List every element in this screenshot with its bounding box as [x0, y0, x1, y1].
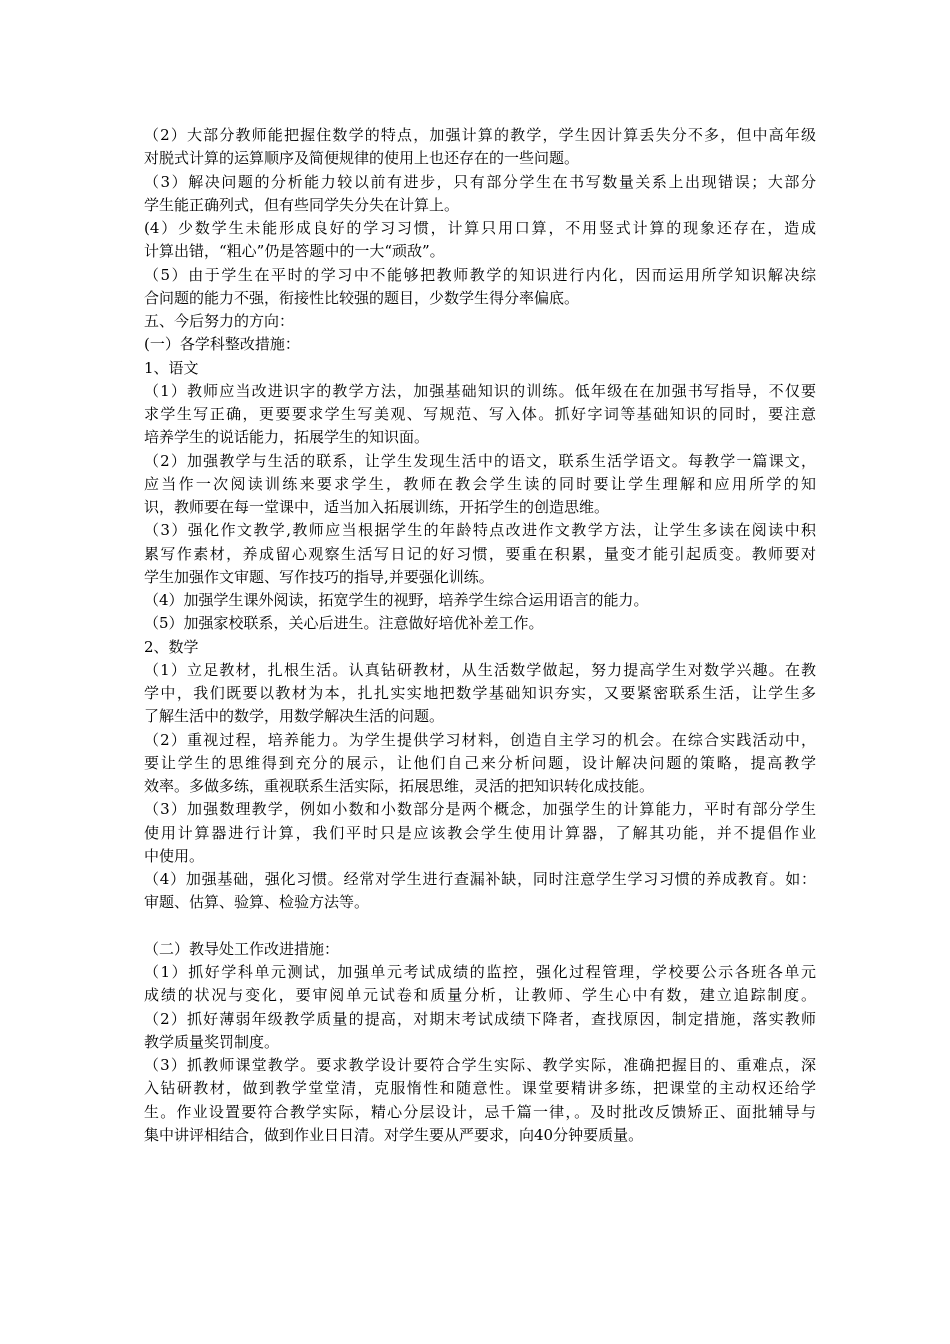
text-line: （2）加强教学与生活的联系，让学生发现生活中的语文，联系生活学语文。每教学一篇课文，: [144, 451, 816, 470]
text-line: （4）加强学生课外阅读，拓宽学生的视野，培养学生综合运用语言的能力。: [144, 591, 649, 609]
text-line: 对脱式计算的运算顺序及简便规律的使用上也还存在的一些问题。: [144, 149, 580, 168]
text-line: (4）少数学生未能形成良好的学习习惯，计算只用口算，不用竖式计算的现象还存在，造成: [144, 219, 816, 237]
text-line: （1）立足教材，扎根生活。认真钻研教材，从生活数学做起，努力提高学生对数学兴趣。在教: [144, 660, 816, 679]
document-page: [144, 124, 816, 1147]
text-line: 了解生活中的数学，用数学解决生活的问题。: [144, 707, 445, 726]
text-line: （2）大部分教师能把握住数学的特点，加强计算的教学，学生因计算丢失分不多，但中高年级: [144, 126, 816, 144]
text-line: （3）加强数理教学，例如小数和小数部分是两个概念，加强学生的计算能力，平时有部分学生: [144, 800, 816, 819]
text-line: 2、数学: [144, 637, 199, 656]
text-line: 效率。多做多练，重视联系生活实际，拓展思维，灵活的把知识转化成技能。: [144, 777, 655, 795]
text-line: 集中讲评相结合，做到作业日日清。对学生要从严要求，向40分钟要质量。: [144, 1125, 644, 1144]
text-line: （3）解决问题的分析能力较以前有进步，只有部分学生在书写数量关系上出现错误；大部分: [144, 172, 816, 191]
text-line: （二）教导处工作改进措施：: [144, 939, 340, 958]
text-line: 五、今后努力的方向：: [144, 312, 295, 330]
text-line: 识，教师要在每一堂课中，适当加入拓展训练，开拓学生的创造思维。: [144, 498, 610, 516]
text-line: 应当作一次阅读训练来要求学生，教师在教会学生读的同时要让学生理解和应用所学的知: [144, 474, 816, 493]
text-line: 中使用。: [144, 846, 205, 865]
blank-line: [144, 915, 816, 938]
text-line: 求学生写正确，更要要求学生写美观、写规范、写入体。抓好字词等基础知识的同时，要注意: [144, 405, 816, 423]
text-line: 学生加强作文审题、写作技巧的指导,并要强化训练。: [144, 567, 494, 586]
text-line: 教学质量奖罚制度。: [144, 1032, 280, 1051]
text-line: 生。作业设置要符合教学实际，精心分层设计，忌千篇一律，。及时批改反馈矫正、面批辅导与: [144, 1102, 816, 1121]
text-line: 入钻研教材，做到教学堂堂清，克服惰性和随意性。课堂要精讲多练，把课堂的主动权还给学: [144, 1079, 816, 1098]
text-line: （2）重视过程，培养能力。为学生提供学习材料，创造自主学习的机会。在综合实践活动中，: [144, 730, 816, 749]
text-line: 计算出错，“粗心”仍是答题中的一大“顽敌”。: [144, 242, 445, 261]
text-line: （2）抓好薄弱年级教学质量的提高，对期末考试成绩下降者，查找原因，制定措施，落实教师: [144, 1009, 816, 1028]
text-line: 培养学生的说话能力，拓展学生的知识面。: [144, 428, 430, 447]
text-line: （5）加强家校联系，关心后进生。注意做好培优补差工作。: [144, 614, 544, 633]
text-line: 使用计算器进行计算，我们平时只是应该教会学生使用计算器，了解其功能，并不提倡作业: [144, 823, 816, 842]
text-line: 审题、估算、验算、检验方法等。: [144, 893, 370, 912]
text-line: 1、语文: [144, 358, 199, 377]
text-line: 累写作素材，养成留心观察生活写日记的好习惯，要重在积累，量变才能引起质变。教师要对: [144, 544, 816, 563]
text-line: （1）教师应当改进识字的教学方法，加强基础知识的训练。低年级在在加强书写指导，不仅要: [144, 381, 816, 400]
text-line: （3）强化作文教学,教师应当根据学生的年龄特点改进作文教学方法，让学生多读在阅读中积: [144, 521, 816, 540]
text-line: (一）各学科整改措施：: [144, 335, 300, 354]
text-line: 成绩的状况与变化，要审阅单元试卷和质量分析，让教师、学生心中有数，建立追踪制度。: [144, 986, 816, 1005]
text-line: （3）抓教师课堂教学。要求教学设计要符合学生实际、教学实际，准确把握目的、重难点，深: [144, 1056, 816, 1074]
text-line: 学中，我们既要以教材为本，扎扎实实地把数学基础知识夯实，又要紧密联系生活，让学生多: [144, 684, 816, 702]
text-line: 合问题的能力不强，衔接性比较强的题目，少数学生得分率偏底。: [144, 288, 580, 307]
text-line: （1）抓好学科单元测试，加强单元考试成绩的监控，强化过程管理，学校要公示各班各单元: [144, 963, 816, 981]
text-line: 要让学生的思维得到充分的展示，让他们自己来分析问题，设计解决问题的策略，提高教学: [144, 753, 816, 772]
text-line: （5）由于学生在平时的学习中不能够把教师教学的知识进行内化，因而运用所学知识解决综: [144, 265, 816, 284]
text-line: 学生能正确列式，但有些同学失分失在计算上。: [144, 195, 460, 214]
text-line: （4）加强基础，强化习惯。经常对学生进行查漏补缺，同时注意学生学习习惯的养成教育。如：: [144, 870, 816, 888]
